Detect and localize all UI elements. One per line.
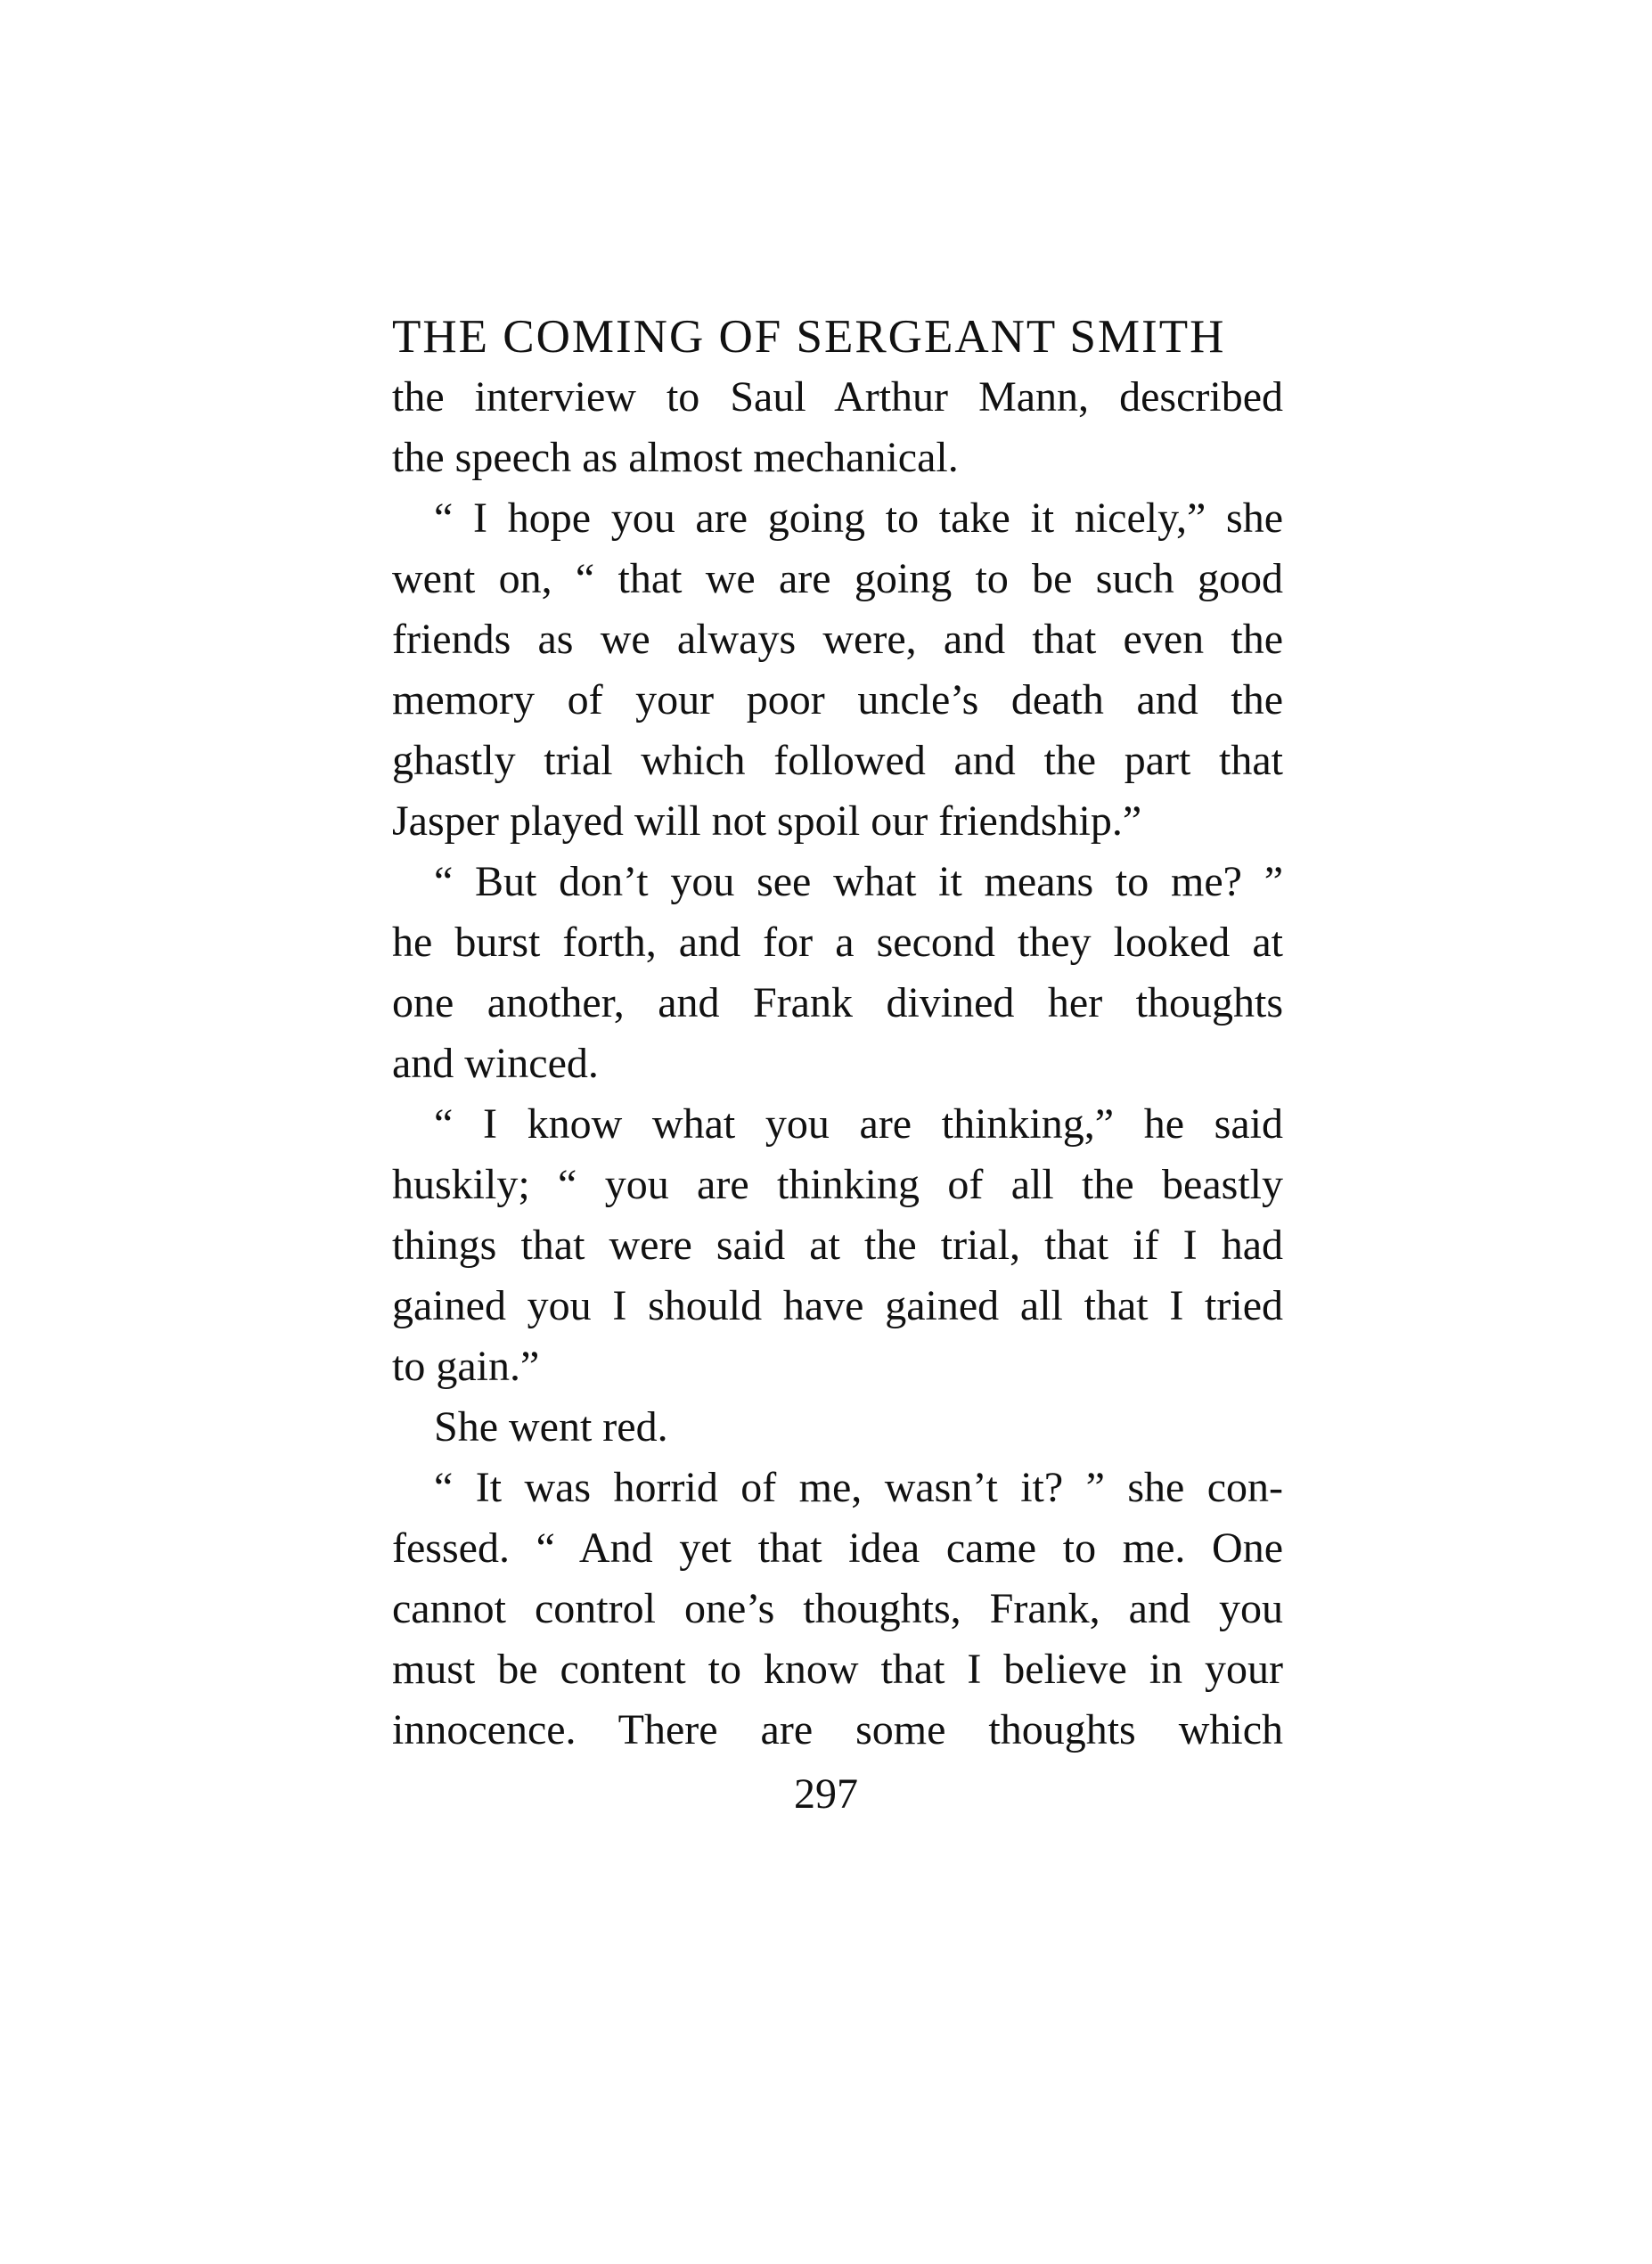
text-line: fessed. “ And yet that idea came to me. One (392, 1524, 1283, 1572)
running-head: THE COMING OF SERGEANT SMITH (392, 311, 1226, 363)
text-line: “ I hope you are going to take it nicely,” she (434, 494, 1283, 542)
text-line: gained you I should have gained all that I tried (392, 1282, 1283, 1329)
text-line: “ I know what you are thinking,” he said (434, 1100, 1283, 1148)
text-line: things that were said at the trial, that if I had (392, 1222, 1283, 1269)
text-line: the speech as almost mechanical. (392, 434, 959, 481)
text-line: She went red. (434, 1403, 668, 1451)
text-line: must be content to know that I believe in your (392, 1646, 1283, 1693)
text-line: went on, “ that we are going to be such good (392, 555, 1283, 602)
text-line: memory of your poor uncle’s death and the (392, 676, 1283, 723)
text-line: “ It was horrid of me, wasn’t it? ” she con- (434, 1464, 1283, 1511)
text-line: innocence. There are some thoughts which (392, 1706, 1283, 1753)
text-line: “ But don’t you see what it means to me? ” (434, 858, 1283, 905)
text-line: huskily; “ you are thinking of all the beastly (392, 1161, 1283, 1208)
text-line: friends as we always were, and that even the (392, 616, 1283, 663)
text-line: and winced. (392, 1040, 599, 1087)
text-line: one another, and Frank divined her thoughts (392, 979, 1283, 1026)
text-line: ghastly trial which followed and the part that (392, 737, 1283, 784)
text-line: he burst forth, and for a second they looked at (392, 919, 1283, 966)
text-line: Jasper played will not spoil our friendship.” (392, 797, 1142, 845)
text-line: cannot control one’s thoughts, Frank, and you (392, 1585, 1283, 1632)
text-line: the interview to Saul Arthur Mann, described (392, 373, 1283, 421)
page-number: 297 (794, 1770, 858, 1818)
text-line: to gain.” (392, 1343, 540, 1390)
